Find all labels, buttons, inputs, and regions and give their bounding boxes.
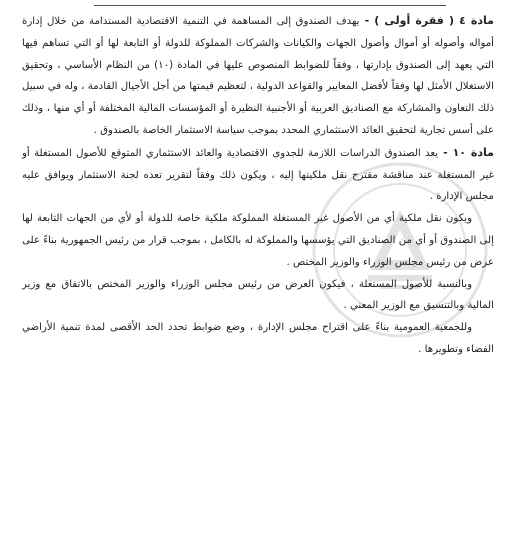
- article-label: مادة ٤ ( فقرة أولى ) -: [359, 14, 494, 27]
- paragraph: [22, 317, 494, 361]
- article-4-paragraph: [22, 10, 494, 142]
- paragraph: [22, 274, 494, 318]
- article-label: مادة ١٠ -: [438, 145, 494, 159]
- paragraph: [22, 208, 494, 273]
- top-divider: [94, 5, 446, 6]
- paragraph-text: يهدف الصندوق إلى المساهمة في التنمية الاقتصادية المستدامة من خلال إدارة أمواله وأصوله أو أموال وأصول الجهات والكيانات والشركات المملوكة للدولة أو التابعة لها أو التي تساهم فيها التي يعهد إلى الصندوق بإدارتها ، وفقاً للضوابط المنصوص عليها في المادة (١٠) من النظام الأساسي ، وتحقيق الاستغلال الأمثل لها وفقاً لأفضل المعايير والقواعد الدولية ، لتعظيم قيمتها من أجل الأجيال القادمة ، وله في سبيل ذلك التعاون والمشاركة مع الصناديق العربية أو الأجنبية النظيرة أو المؤسسات المالية المختلفة أو أي منها ، وذلك على أسس تجارية لتحقيق العائد الاستثماري المحدد بموجب سياسة الاستثمار الخاصة بالصندوق .: [22, 16, 494, 136]
- paragraph-text: وللجمعية العمومية بناءً على اقتراح مجلس الإدارة ، وضع ضوابط تحدد الحد الأقصى لمدة تنمية الأراضي الفضاء وتطويرها .: [22, 322, 494, 355]
- paragraph-text: وبالنسبة للأصول المستغلة ، فيكون العرض من رئيس مجلس الوزراء والوزير المختص بالاتفاق مع وزير المالية وبالتنسيق مع الوزير المعني .: [22, 278, 494, 312]
- paragraph-text: ويكون نقل ملكية أي من الأصول غير المستغلة المملوكة ملكية خاصة للدولة أو لأي من الجهات التابعة لها إلى الصندوق أو أي من الصناديق التي يؤسسها والمملوكة له بالكامل ، بموجب قرار من رئيس الجمهورية بناءً على عرض من رئيس مجلس الوزراء والوزير المختص .: [22, 213, 494, 268]
- paragraph-text: يعد الصندوق الدراسات اللازمة للجدوى الاقتصادية والعائد الاستثماري المتوقع للأصول المستغلة أو غير المستغلة عند مناقشة مقترح نقل ملكيتها إليه ، ويكون ذلك وفقاً لتقرير تعده لجنة الاستثمار ويوافق عليه مجلس الإدارة .: [22, 147, 494, 203]
- document-body: [22, 10, 494, 361]
- article-10-paragraph: [22, 142, 494, 208]
